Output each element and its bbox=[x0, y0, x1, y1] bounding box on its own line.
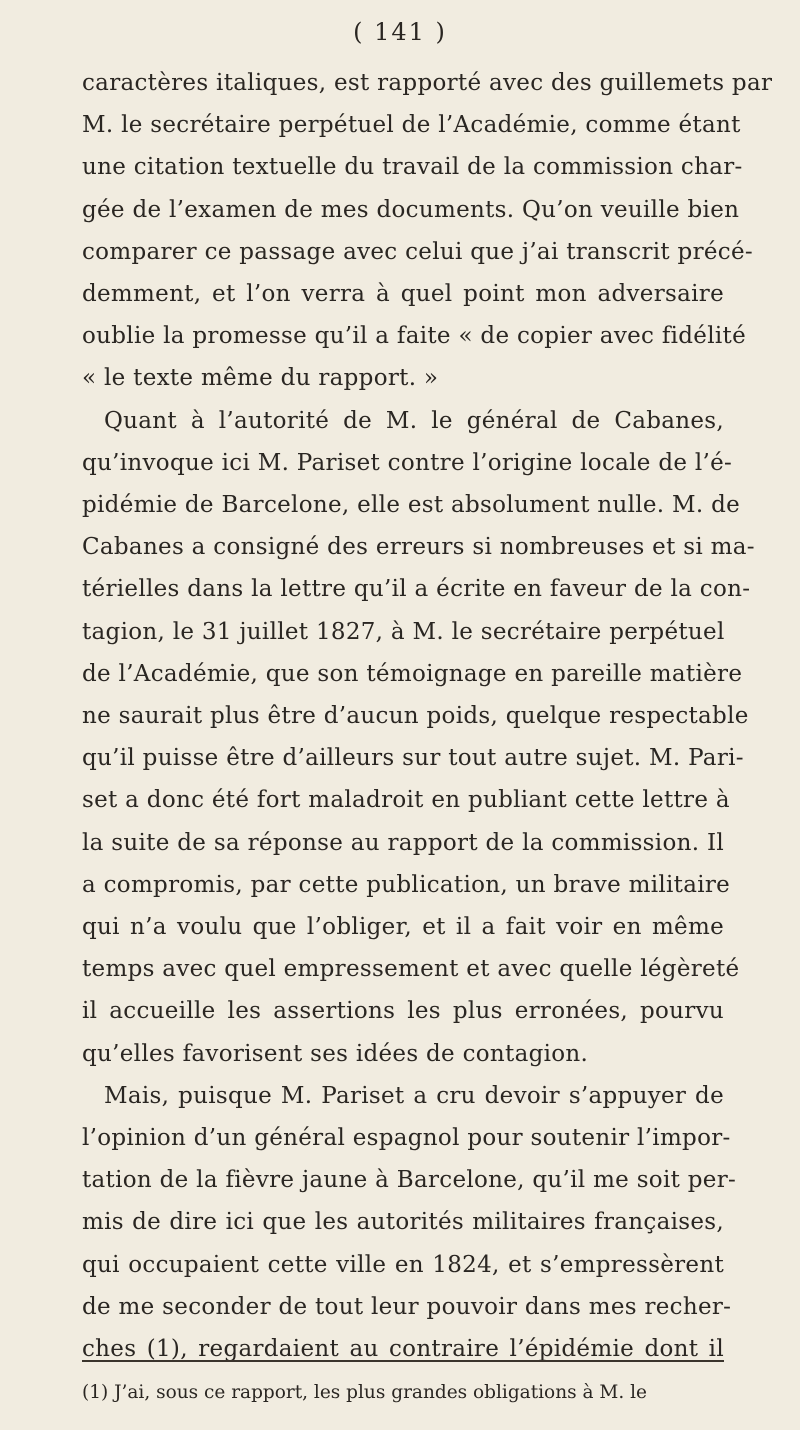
text-line: qu’invoque ici M. Pariset contre l’origine locale de l’é- bbox=[82, 449, 733, 476]
text-line: tagion, le 31 juillet 1827, à M. le secrétaire perpétuel bbox=[82, 618, 725, 645]
text-line: comparer ce passage avec celui que j’ai transcrit précé- bbox=[82, 238, 753, 265]
text-line: demment, et l’on verra à quel point mon adversaire bbox=[82, 281, 724, 308]
text-line: tation de la fièvre jaune à Barcelone, qu’il me soit per- bbox=[82, 1167, 737, 1194]
text-line: a compromis, par cette publication, un brave militaire bbox=[82, 871, 731, 898]
text-line: pidémie de Barcelone, elle est absolument nulle. M. de bbox=[82, 492, 741, 519]
body-text bbox=[82, 62, 773, 1370]
text-line: mis de dire ici que les autorités militaires françaises, bbox=[82, 1209, 724, 1236]
text-line: set a donc été fort maladroit en publiant cette lettre à bbox=[82, 787, 730, 814]
text-line: la suite de sa réponse au rapport de la commission. Il bbox=[82, 829, 724, 856]
text-line: térielles dans la lettre qu’il a écrite en faveur de la con- bbox=[82, 576, 751, 603]
text-line: Cabanes a consigné des erreurs si nombreuses et si ma- bbox=[82, 534, 755, 561]
text-line: l’opinion d’un général espagnol pour soutenir l’impor- bbox=[82, 1125, 731, 1152]
text-line: une citation textuelle du travail de la commission char- bbox=[82, 154, 743, 181]
text-line: « le texte même du rapport. » bbox=[82, 365, 439, 392]
text-line: M. le secrétaire perpétuel de l’Académie, comme étant bbox=[82, 112, 741, 139]
text-line: de l’Académie, que son témoignage en pareille matière bbox=[82, 660, 743, 687]
text-line: temps avec quel empressement et avec quelle légèreté bbox=[82, 956, 740, 983]
text-line: il accueille les assertions les plus erronées, pourvu bbox=[82, 998, 724, 1025]
paragraph-start-line: Mais, puisque M. Pariset a cru devoir s’appuyer de bbox=[104, 1082, 724, 1109]
paragraph-start-line: Quant à l’autorité de M. le général de Cabanes, bbox=[104, 407, 724, 434]
text-line: qu’elles favorisent ses idées de contagion. bbox=[82, 1040, 589, 1067]
text-line: ches (1), regardaient au contraire l’épidémie dont il bbox=[82, 1336, 724, 1363]
text-line: ne saurait plus être d’aucun poids, quelque respectable bbox=[82, 703, 749, 730]
text-line: qui occupaient cette ville en 1824, et s’empressèrent bbox=[82, 1251, 724, 1278]
text-line: qu’il puisse être d’ailleurs sur tout autre sujet. M. Pari- bbox=[82, 745, 744, 772]
text-line: caractères italiques, est rapporté avec des guillemets par bbox=[82, 70, 773, 96]
footnote: (1) J’ai, sous ce rapport, les plus grandes obligations à M. le bbox=[82, 1382, 647, 1403]
text-line: oublie la promesse qu’il a faite « de copier avec fidélité bbox=[82, 323, 746, 350]
page-number: ( 141 ) bbox=[353, 18, 447, 46]
text-line: qui n’a voulu que l’obliger, et il a fait voir en même bbox=[82, 914, 724, 941]
text-line: de me seconder de tout leur pouvoir dans mes recher- bbox=[82, 1293, 732, 1320]
text-line: gée de l’examen de mes documents. Qu’on veuille bien bbox=[82, 196, 740, 223]
footnote-divider bbox=[82, 1360, 724, 1362]
